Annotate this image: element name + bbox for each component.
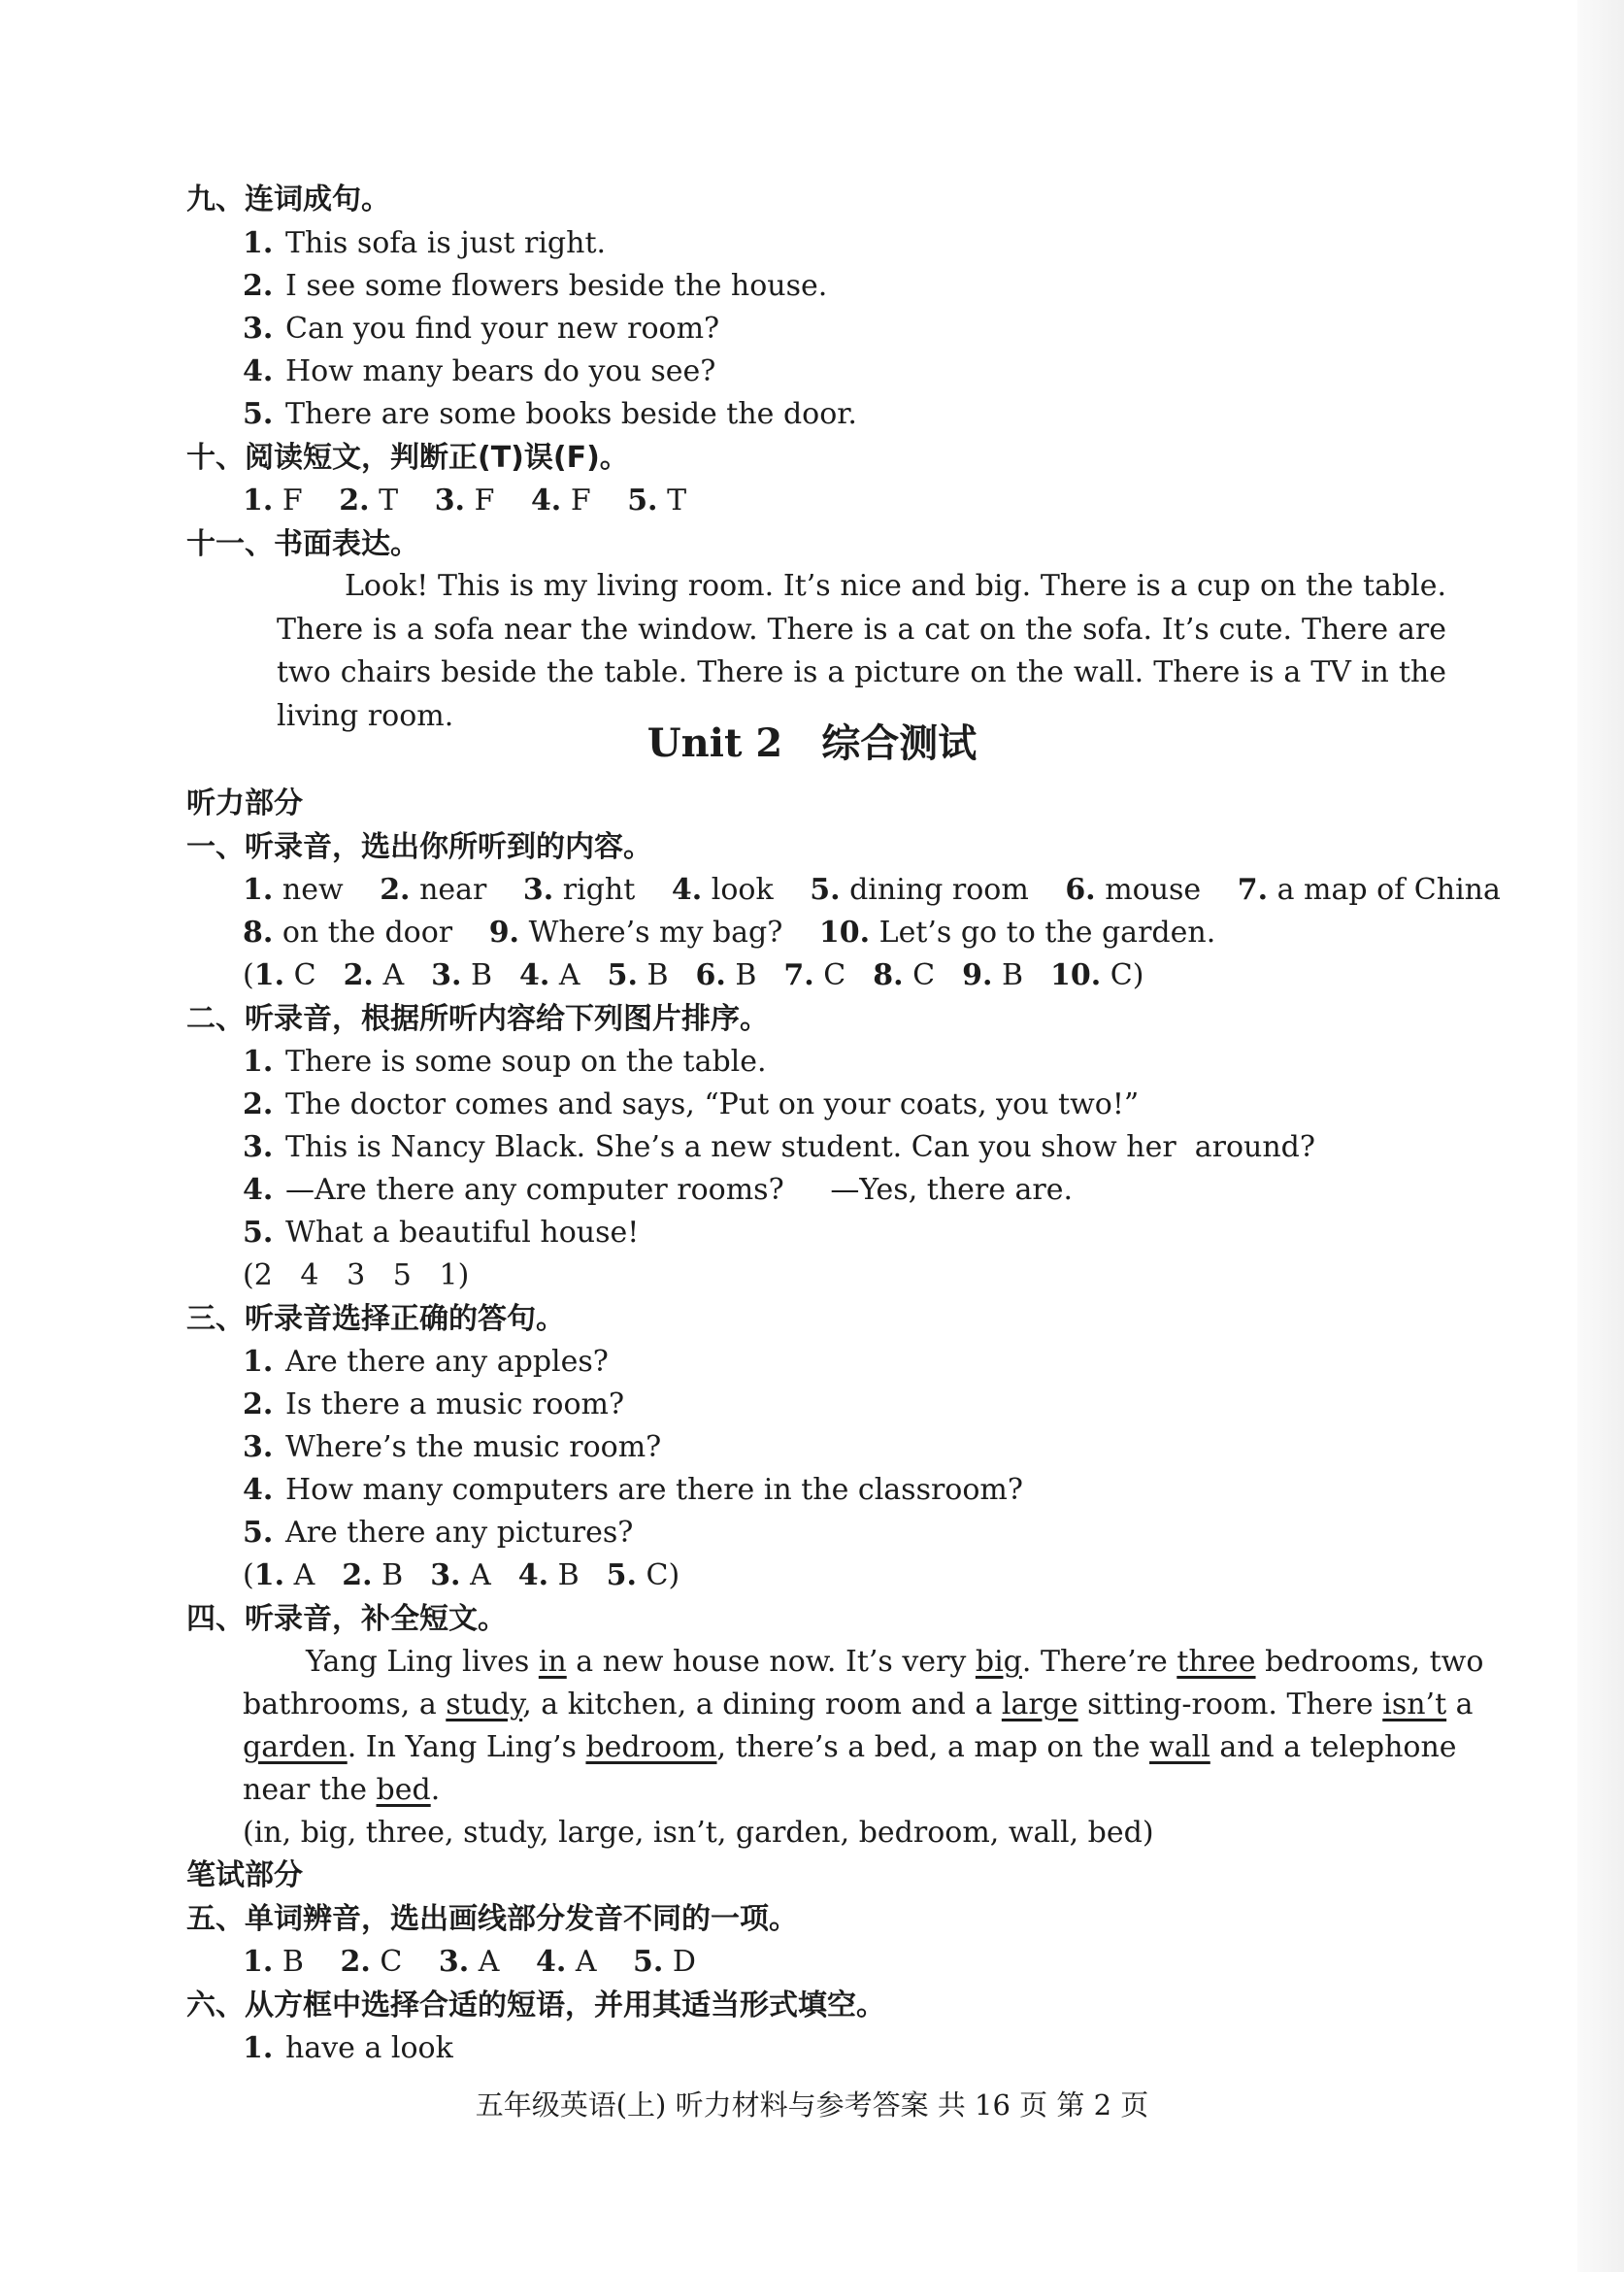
q5-title: 五、单词辨音，选出画线部分发音不同的一项。	[186, 1902, 798, 1936]
q3-answers: (1. A 2. B 3. A 4. B 5. C)	[243, 1558, 680, 1592]
q3-item-1: 1. Are there any apples?	[243, 1345, 609, 1379]
q3-item-2: 2. Is there a music room?	[243, 1387, 625, 1421]
q4-answer: (in, big, three, study, large, isn’t, garden, bedroom, wall, bed)	[243, 1816, 1154, 1850]
sec9-item-2: 2. I see some flowers beside the house.	[243, 269, 828, 303]
page-edge-shade	[1577, 0, 1624, 2272]
sec11-essay: Look! This is my living room. It’s nice and big. There is a cup on the table. There is a sofa near the window. There is a cat on the sofa. It’s cute. There are two chairs beside the table. There is a picture on the wall. There is a TV in the living room.	[277, 569, 1446, 733]
q3-item-5: 5. Are there any pictures?	[243, 1516, 634, 1550]
sec9-item-5: 5. There are some books beside the door.	[243, 397, 857, 431]
q2-title: 二、听录音，根据所听内容给下列图片排序。	[186, 1002, 769, 1036]
q2-item-2: 2. The doctor comes and says, “Put on your coats, you two!”	[243, 1087, 1140, 1121]
q3-item-4: 4. How many computers are there in the classroom?	[243, 1473, 1023, 1507]
q1-row-1: 1. new 2. near 3. right 4. look 5. dining room 6. mouse 7. a map of China	[243, 873, 1501, 907]
q2-item-4: 4. —Are there any computer rooms? —Yes, there are.	[243, 1173, 1074, 1207]
q2-answer: (2 4 3 5 1)	[243, 1258, 470, 1292]
q4-line-1: Yang Ling lives in a new house now. It’s very big. There’re three bedrooms, two	[306, 1645, 1484, 1679]
written-label: 笔试部分	[186, 1858, 303, 1892]
q2-item-5: 5. What a beautiful house!	[243, 1216, 640, 1250]
q4-line-3: garden. In Yang Ling’s bedroom, there’s a bed, a map on the wall and a telephone	[243, 1730, 1457, 1764]
q2-item-3: 3. This is Nancy Black. She’s a new student. Can you show her around?	[243, 1130, 1315, 1164]
q1-row-2: 8. on the door 9. Where’s my bag? 10. Let’s go to the garden.	[243, 916, 1216, 950]
q6-title: 六、从方框中选择合适的短语，并用其适当形式填空。	[186, 1988, 885, 2022]
section-9-title: 九、连词成句。	[186, 183, 390, 217]
sec9-item-1: 1. This sofa is just right.	[243, 226, 607, 260]
q4-line-2: bathrooms, a study, a kitchen, a dining room and a large sitting-room. There isn’t a	[243, 1687, 1474, 1721]
q1-answers: (1. C 2. A 3. B 4. A 5. B 6. B 7. C 8. C 9. B 10. C)	[243, 958, 1144, 992]
q2-item-1: 1. There is some soup on the table.	[243, 1045, 767, 1079]
q3-item-3: 3. Where’s the music room?	[243, 1430, 662, 1464]
q4-title: 四、听录音，补全短文。	[186, 1602, 507, 1636]
section-10-title: 十、阅读短文，判断正(T)误(F)。	[186, 441, 629, 475]
q3-title: 三、听录音选择正确的答句。	[186, 1302, 565, 1336]
sec10-answers: 1. F 2. T 3. F 4. F 5. T	[243, 484, 687, 518]
q6-item-1: 1. have a look	[243, 2031, 453, 2065]
page-footer: 五年级英语(上) 听力材料与参考答案 共 16 页 第 2 页	[475, 2088, 1149, 2122]
q5-answers: 1. B 2. C 3. A 4. A 5. D	[243, 1945, 696, 1979]
listening-label: 听力部分	[186, 786, 303, 820]
section-11-title: 十一、书面表达。	[186, 527, 419, 561]
q1-title: 一、听录音，选出你所听到的内容。	[186, 830, 652, 864]
q4-line-4: near the bed.	[243, 1773, 441, 1807]
sec9-item-4: 4. How many bears do you see?	[243, 354, 716, 388]
sec9-item-3: 3. Can you find your new room?	[243, 312, 720, 346]
unit-title: Unit 2 综合测试	[646, 720, 978, 766]
